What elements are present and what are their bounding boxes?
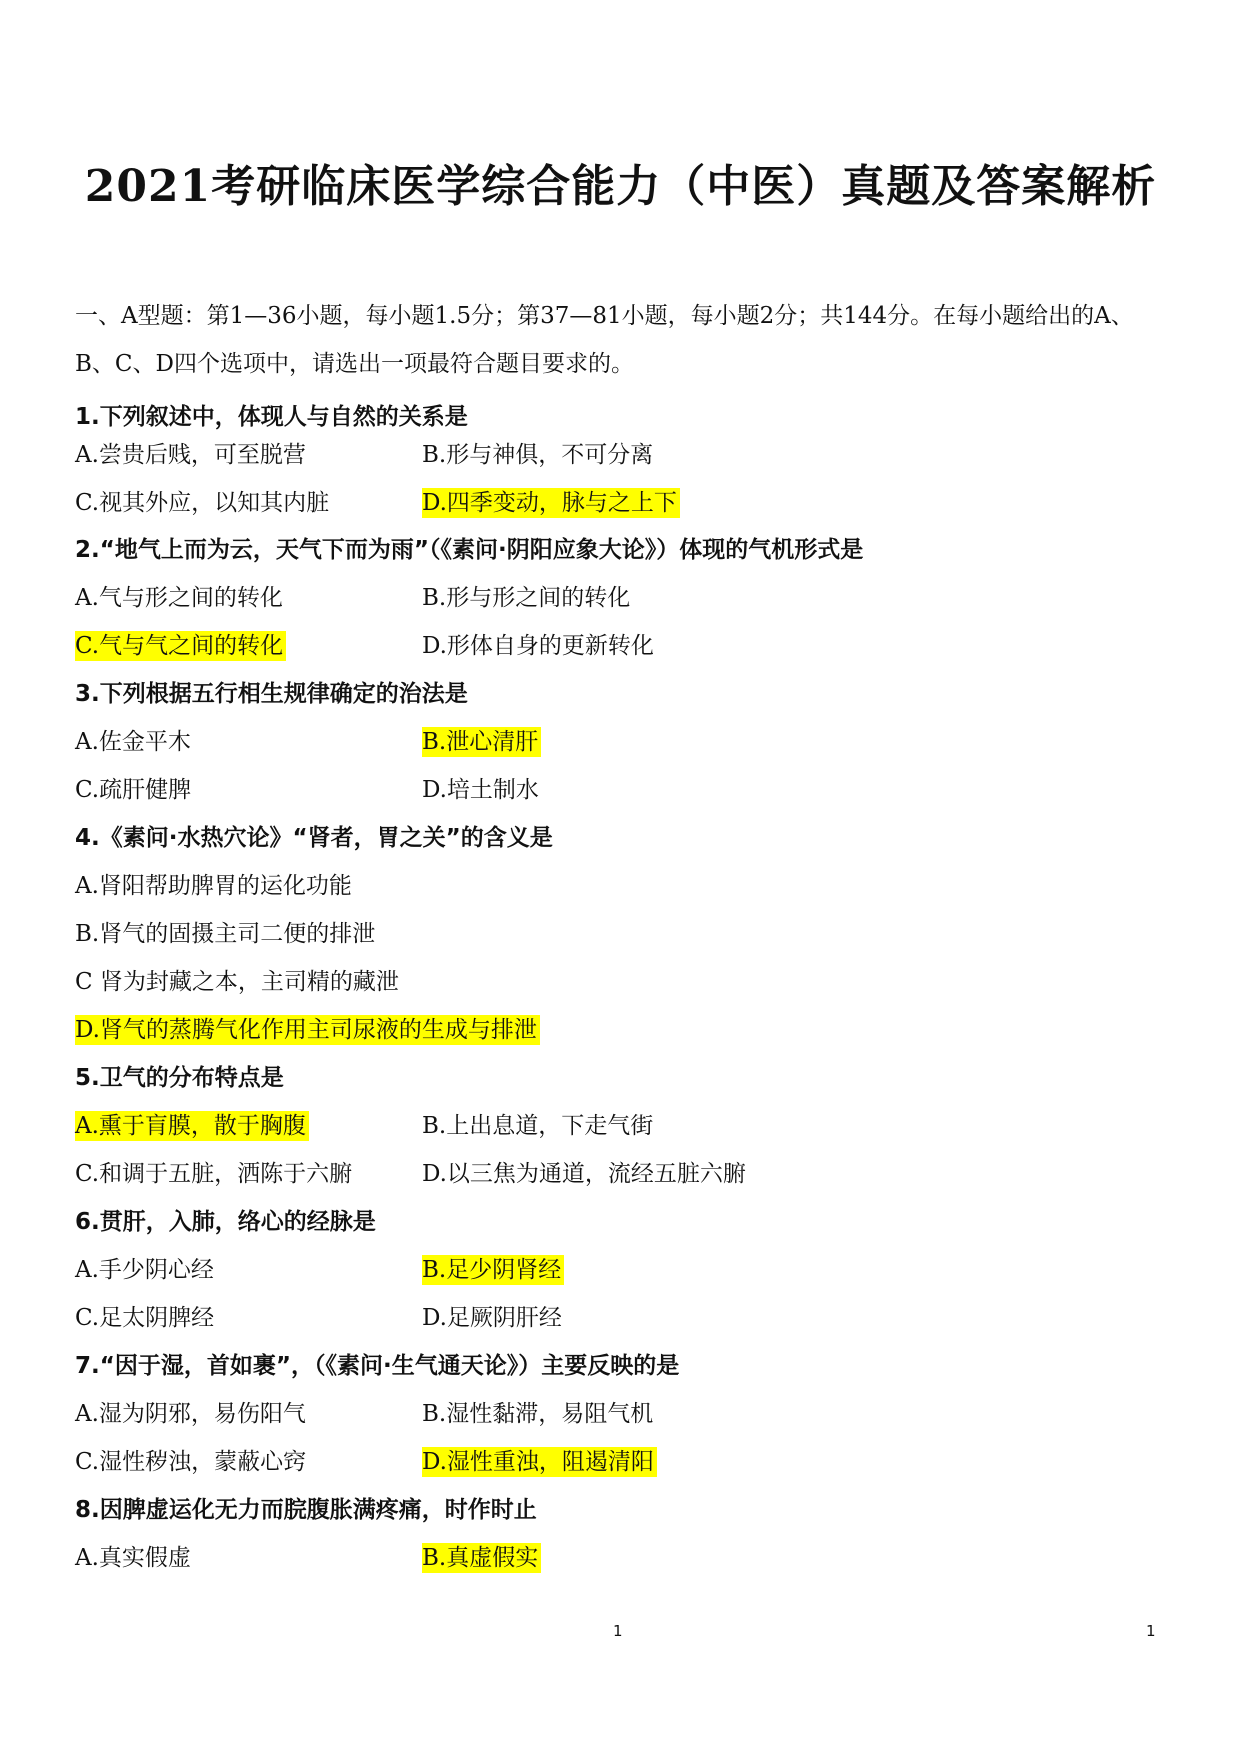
question-4-option-d: D.肾气的蒸腾气化作用主司尿液的生成与排泄	[75, 1015, 540, 1045]
question-7-stem: 7.“因于湿，首如裹”，（《素问·生气通天论》）主要反映的是	[75, 1353, 680, 1379]
question-7-option-b: B.湿性黏滞，易阻气机	[422, 1401, 654, 1427]
question-6-option-d: D.足厥阴肝经	[422, 1305, 562, 1331]
question-5-stem: 5.卫气的分布特点是	[75, 1065, 284, 1091]
question-6-option-a: A.手少阴心经	[75, 1257, 214, 1283]
question-3-option-c: C.疏肝健脾	[75, 777, 192, 803]
question-6-option-c: C.足太阴脾经	[75, 1305, 215, 1331]
question-5-option-b: B.上出息道，下走气街	[422, 1113, 654, 1139]
question-1-option-d-wrap	[422, 484, 680, 517]
question-1-option-b: B.形与神俱，不可分离	[422, 442, 654, 468]
question-1-option-d: D.四季变动，脉与之上下	[422, 488, 680, 518]
question-3-stem: 3.下列根据五行相生规律确定的治法是	[75, 681, 468, 707]
question-7-option-d-wrap	[422, 1443, 657, 1476]
question-6-stem: 6.贯肝，入肺，络心的经脉是	[75, 1209, 376, 1235]
question-6-option-b: B.足少阴肾经	[422, 1255, 564, 1285]
question-5-option-a: A.熏于肓膜，散于胸腹	[75, 1111, 309, 1141]
question-2-stem: 2.“地气上而为云，天气下而为雨”（《素问·阴阳应象大论》）体现的气机形式是	[75, 537, 864, 563]
question-2-option-b: B.形与形之间的转化	[422, 585, 631, 611]
question-8-option-b: B.真虚假实	[422, 1543, 541, 1573]
question-3-option-d: D.培土制水	[422, 777, 539, 803]
question-2-option-d: D.形体自身的更新转化	[422, 633, 654, 659]
question-6-option-b-wrap	[422, 1251, 564, 1284]
question-1-stem: 1.下列叙述中，体现人与自然的关系是	[75, 404, 468, 430]
question-7-option-a: A.湿为阴邪，易伤阳气	[75, 1401, 306, 1427]
question-2-option-c-wrap	[75, 627, 286, 660]
question-2-option-a: A.气与形之间的转化	[75, 585, 283, 611]
question-2-option-c: C.气与气之间的转化	[75, 631, 286, 661]
question-4-stem: 4.《素问·水热穴论》“肾者，胃之关”的含义是	[75, 825, 553, 851]
page-number-right: 1	[1146, 1622, 1156, 1640]
section-intro: 一、A型题：第1—36小题，每小题1.5分；第37—81小题，每小题2分；共144分。在每小题给出的A、B、C、D四个选项中，请选出一项最符合题目要求的。	[75, 303, 1134, 377]
question-8-stem: 8.因脾虚运化无力而脘腹胀满疼痛，时作时止	[75, 1497, 537, 1523]
question-4-option-a: A.肾阳帮助脾胃的运化功能	[75, 873, 352, 899]
question-8-option-b-wrap	[422, 1539, 541, 1572]
question-1-option-a: A.尝贵后贱，可至脱营	[75, 442, 306, 468]
question-4-option-c: C 肾为封藏之本，主司精的藏泄	[75, 969, 399, 995]
question-7-option-d: D.湿性重浊，阻遏清阳	[422, 1447, 657, 1477]
question-5-option-d: D.以三焦为通道，流经五脏六腑	[422, 1161, 746, 1187]
question-5-option-c: C.和调于五脏，洒陈于六腑	[75, 1161, 353, 1187]
question-8-option-a: A.真实假虚	[75, 1545, 191, 1571]
page-title: 2021考研临床医学综合能力（中医）真题及答案解析	[84, 161, 1157, 212]
question-4-option-b: B.肾气的固摄主司二便的排泄	[75, 921, 376, 947]
page-number-center: 1	[613, 1622, 623, 1640]
question-4-option-d-wrap	[75, 1011, 540, 1044]
question-5-option-a-wrap	[75, 1107, 309, 1140]
question-3-option-b: B.泄心清肝	[422, 727, 541, 757]
question-1-option-c: C.视其外应，以知其内脏	[75, 490, 330, 516]
question-3-option-b-wrap	[422, 723, 541, 756]
question-3-option-a: A.佐金平木	[75, 729, 191, 755]
question-7-option-c: C.湿性秽浊，蒙蔽心窍	[75, 1449, 307, 1475]
